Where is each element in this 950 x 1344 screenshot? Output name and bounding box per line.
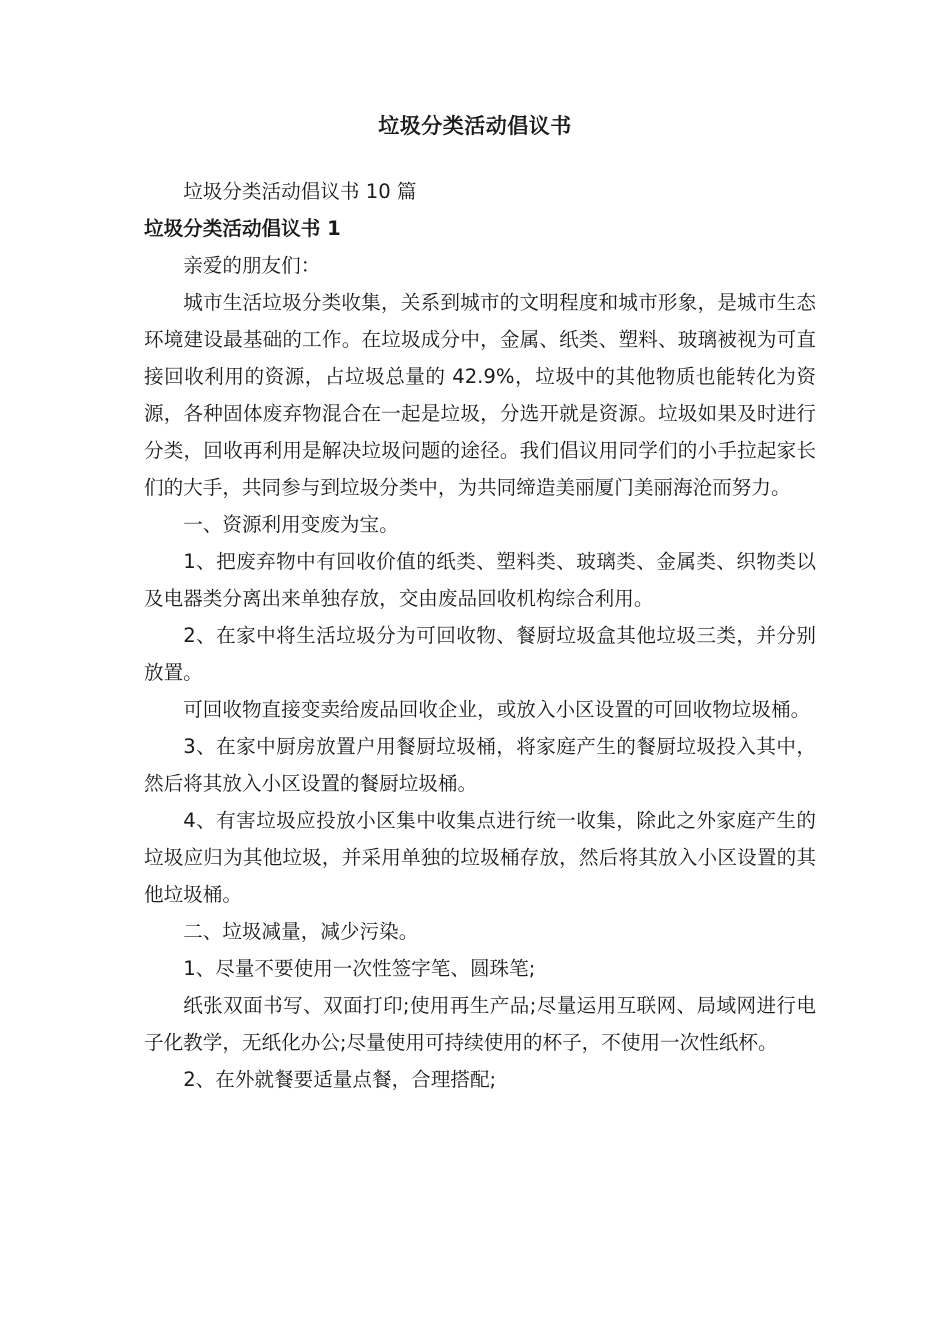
paragraph-recyclables: 可回收物直接变卖给废品回收企业，或放入小区设置的可回收物垃圾桶。 — [183, 698, 811, 721]
paragraph-section-two: 二、垃圾减量，减少污染。 — [183, 920, 419, 943]
paragraph-reduce-2: 2、在外就餐要适量点餐，合理搭配; — [183, 1068, 497, 1091]
paragraph-reduce-1: 1、尽量不要使用一次性签字笔、圆珠笔; — [183, 957, 536, 980]
paragraph-section-one: 一、资源利用变废为宝。 — [183, 513, 399, 536]
paragraph-intro: 城市生活垃圾分类收集，关系到城市的文明程度和城市形象，是城市生态环境建设最基础的工作。在垃圾成分中，金属、纸类、塑料、玻璃被视为可直接回收利用的资源，占垃圾总量的 42.9%，垃圾中的其他物质也能转化为资源，各种固体废弃物混合在一起是垃圾，分选开就是资源。垃圾如果及时进行分类，回收再利用是解决垃圾问题的途径。我们倡议用同学们的小手拉起家长们的大手，共同参与到垃圾分类中，为共同缔造美丽厦门美丽海沧而努力。 — [144, 291, 816, 499]
section-heading: 垃圾分类活动倡议书 1 — [144, 217, 341, 240]
paragraph-item-2: 2、在家中将生活垃圾分为可回收物、餐厨垃圾盒其他垃圾三类，并分别放置。 — [144, 624, 816, 684]
paragraph-paper: 纸张双面书写、双面打印;使用再生产品;尽量运用互联网、局域网进行电子化教学，无纸化办公;尽量使用可持续使用的杯子，不使用一次性纸杯。 — [144, 994, 816, 1054]
document-title: 垃圾分类活动倡议书 — [378, 114, 572, 138]
paragraph-item-3: 3、在家中厨房放置户用餐厨垃圾桶，将家庭产生的餐厨垃圾投入其中，然后将其放入小区设置的餐厨垃圾桶。 — [144, 735, 816, 795]
paragraph-item-1: 1、把废弃物中有回收价值的纸类、塑料类、玻璃类、金属类、织物类以及电器类分离出来单独存放，交由废品回收机构综合利用。 — [144, 550, 816, 610]
paragraph-item-4: 4、有害垃圾应投放小区集中收集点进行统一收集，除此之外家庭产生的垃圾应归为其他垃圾，并采用单独的垃圾桶存放，然后将其放入小区设置的其他垃圾桶。 — [144, 809, 816, 906]
document-body — [144, 173, 816, 1098]
subtitle: 垃圾分类活动倡议书 10 篇 — [183, 180, 417, 203]
paragraph-greeting: 亲爱的朋友们： — [183, 254, 321, 277]
